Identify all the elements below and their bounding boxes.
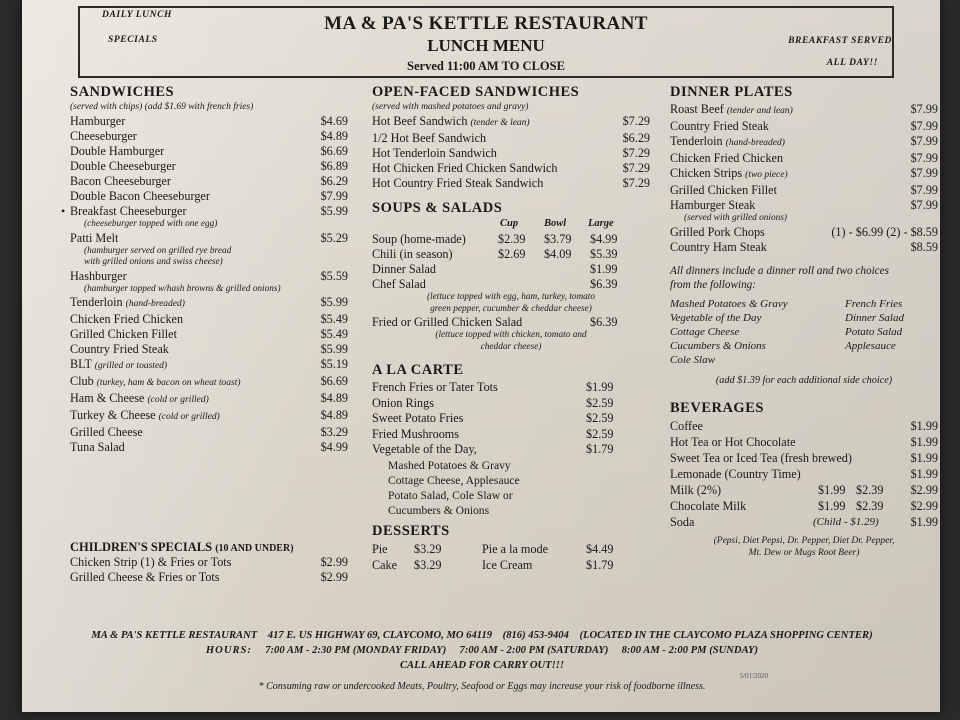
item-name: Vegetable of the Day, [372,442,477,456]
item-sub-note: (lettuce topped with egg, ham, turkey, tomato [426,292,596,302]
item-price: $7.29 [622,161,650,175]
side-choice-left: Cottage Cheese [670,325,740,338]
item-sub-option: Mashed Potatoes & Gravy [388,458,511,472]
item-price: $7.99 [910,102,938,116]
item-name: Onion Rings [372,395,434,410]
item-sub-note: (lettuce topped with chicken, tomato and [435,330,587,340]
item-price: $6.89 [320,159,348,173]
menu-item [372,411,650,427]
item-name: Cheeseburger [70,129,137,143]
item-name: Hot Country Fried Steak Sandwich [372,176,544,190]
soups-salads-title: SOUPS & SALADS [372,200,503,216]
daily-lunch-label: DAILY LUNCH [102,10,173,20]
item-name: Coffee [670,418,703,433]
item-price-bowl: $4.09 [544,247,572,261]
menu-item [70,357,348,374]
item-price-cup: $2.39 [498,232,526,246]
menu-item [372,396,650,412]
item-name: Grilled Pork Chops [670,224,765,239]
item-qualifier: (Country Time) [724,466,801,481]
item-name: Tenderloin [70,295,123,309]
hours-weekday: 7:00 AM - 2:30 PM (MONDAY FRIDAY) [265,645,447,656]
carry-out-line: CALL AHEAD FOR CARRY OUT!!! [399,660,565,671]
item-name: Cake [372,557,398,572]
item-qualifier: (tender & lean) [470,118,530,128]
menu-item [70,425,348,440]
item-price: $5.99 [320,342,348,356]
item-sub-note: cheddar cheese) [480,341,542,352]
menu-item [70,408,348,425]
item-sub-note: (hamburger served on grilled rye bread [84,245,232,256]
item-name: Lemonade [670,466,722,481]
menu-item [670,466,938,482]
soda-brands-note-line: Mt. Dew or Mugs Root Beer) [748,547,860,558]
item-name: Breakfast Cheeseburger [70,204,187,218]
item-price: $4.89 [320,129,348,143]
menu-item [372,277,650,292]
item-price: $7.99 [910,183,938,197]
item-name: Fried or Grilled Chicken Salad [372,315,523,329]
footer-restaurant-name: MA & PA'S KETTLE RESTAURANT [91,630,258,641]
item-qualifier: (hand-breaded) [725,138,785,148]
item-price-small: $1.99 [818,498,846,513]
item-price: $6.29 [622,131,650,145]
item-price: $1.99 [910,418,938,433]
item-name: Patti Melt [70,230,119,245]
menu-item [670,183,938,198]
dinner-sides-grid [670,297,938,367]
item-price: $1.99 [910,434,938,449]
open-faced-list [372,114,650,191]
menu-item [372,262,650,277]
item-price: $5.29 [320,230,348,245]
item-price: $7.99 [910,151,938,165]
item-price-bowl: $3.79 [544,232,572,246]
soups-salads-list [372,218,650,353]
item-price: $3.29 [414,557,442,572]
soda-brands-note [670,535,938,559]
menu-footer [62,628,902,694]
item-price: $6.29 [320,174,348,188]
menu-item [372,176,650,191]
footer-hours-line [62,643,902,658]
item-qualifier: (home-made) [400,232,466,246]
footer-address: 417 E. US HIGHWAY 69, CLAYCOMO, MO 64119 [267,630,493,641]
side-choice-right: Applesauce [845,339,896,352]
specials-label: SPECIALS [108,35,158,45]
menu-item [670,119,938,134]
open-faced-note: (served with mashed potatoes and gravy) [372,102,529,112]
menu-item [70,555,348,570]
item-price: $1.99 [586,380,614,394]
menu-item [70,342,348,357]
side-choice-left: Mashed Potatoes & Gravy [670,297,788,310]
menu-item [70,189,348,204]
column-cup: Cup [500,218,519,229]
item-qualifier: (turkey, ham & bacon on wheat toast) [96,378,241,388]
childrens-title-small: (10 AND UNDER) [215,543,294,554]
item-qualifier: (two piece) [745,170,788,180]
item-price: $2.59 [586,426,614,441]
menu-item [70,570,348,585]
menu-item [372,315,650,330]
item-name: Soup [372,232,398,246]
item-price: $4.69 [320,114,348,128]
item-price: $7.29 [622,176,650,190]
sandwiches-note: (served with chips) (add $1.69 with french fries) [70,102,254,112]
item-price: $6.69 [320,144,348,158]
menu-item [61,204,348,219]
item-name: Pie [372,541,388,556]
includes-note-line: All dinners include a dinner roll and two choices [670,264,889,277]
item-price: $5.59 [320,268,348,283]
includes-note-line: from the following: [670,278,756,291]
side-choice-left: Cucumbers & Onions [670,339,766,352]
item-qualifier: (fresh brewed) [780,450,852,465]
item-price-large: $1.99 [590,262,618,276]
item-name-secondary: Ice Cream [482,557,533,572]
item-name: Dinner Salad [372,262,436,276]
item-price-secondary: $4.49 [586,541,614,556]
item-price: $7.99 [910,119,938,133]
column-bowl: Bowl [544,218,567,229]
item-name: Hot Chicken Fried Chicken Sandwich [372,161,558,175]
item-name: Chicken Strips [670,166,743,180]
item-price: $2.59 [586,411,614,425]
side-choice-right: French Fries [845,297,903,310]
hours-sunday: 8:00 AM - 2:00 PM (SUNDAY) [621,645,759,656]
menu-item [70,174,348,189]
hours-saturday: 7:00 AM - 2:00 PM (SATURDAY) [459,645,609,656]
item-name: Chili [372,247,397,261]
menu-item [70,327,348,342]
menu-item [70,391,348,408]
item-price: $2.59 [586,395,614,410]
item-name: Chicken Fried Chicken [70,312,184,326]
menu-item [670,418,938,434]
date-stamp: 5/01/2020 [739,672,768,680]
column-middle [372,84,650,573]
menu-item [70,295,348,312]
item-price: $5.99 [320,204,348,218]
side-choice-row [670,325,938,339]
item-name-secondary: Pie a la mode [482,541,548,556]
a-la-carte-title: A LA CARTE [372,362,464,378]
item-name: Chef Salad [372,277,426,291]
menu-item [670,450,938,466]
menu-item [670,514,938,530]
item-name: Fried Mushrooms [372,426,460,441]
item-sub-note: green pepper, cucumber & cheddar cheese) [430,303,592,314]
menu-item [670,166,938,183]
menu-item [372,442,650,458]
item-price: $8.59 [910,239,938,254]
item-price: $7.29 [622,146,650,160]
item-name: Turkey & Cheese [70,408,156,422]
item-name: Sweet Tea or Iced Tea [670,450,778,465]
menu-item [372,146,650,161]
side-choice-left: Vegetable of the Day [670,311,762,324]
item-name: Roast Beef [670,102,724,116]
menu-item [670,225,938,240]
menu-item [70,231,348,246]
restaurant-title: MA & PA'S KETTLE RESTAURANT [324,13,648,34]
item-qualifier: (cold or grilled) [158,412,220,422]
extra-side-note: (add $1.39 for each additional side choice) [715,374,893,386]
menu-item [372,380,650,396]
hours-label: HOURS: [205,645,252,656]
menu-item [372,541,650,557]
menu-item [372,161,650,176]
childrens-specials-section [70,540,348,585]
item-price-cup: $2.69 [498,247,526,261]
item-qualifier: (hand-breaded) [125,299,185,309]
item-name: Soda [670,514,695,529]
item-name: Hashburger [70,268,127,283]
item-name: Sweet Potato Fries [372,411,464,425]
side-choice-row [670,311,938,325]
item-name: Hamburger Steak [670,198,756,212]
dinner-plates-title: DINNER PLATES [670,84,793,100]
item-sub-option: Cottage Cheese, Applesauce [388,473,520,487]
item-price-large: $4.99 [590,232,618,246]
item-sub-note: (cheeseburger topped with one egg) [84,219,218,229]
menu-item [372,247,650,262]
item-name: Grilled Cheese [70,425,143,439]
item-qualifier: (tender and lean) [726,106,793,116]
item-name: Milk (2%) [670,482,722,497]
item-price-secondary: $1.79 [586,557,614,572]
item-name: Hamburger [70,114,126,128]
item-sub-note: (served with grilled onions) [684,213,788,223]
item-price-large: $6.39 [590,277,618,291]
soups-columns-header [372,218,650,232]
item-name: Bacon Cheeseburger [70,174,171,188]
item-price: $2.99 [320,570,348,584]
menu-sheet [22,0,940,712]
menu-item [70,129,348,144]
beverages-list [670,418,938,530]
menu-item [670,482,938,498]
menu-item [372,557,650,573]
item-name: Double Hamburger [70,144,165,158]
item-price: $2.99 [320,555,348,569]
item-price-child: (Child - $1.29) [813,515,879,528]
menu-item [670,498,938,514]
menu-item [670,102,938,119]
item-price: $7.99 [320,189,348,203]
item-qualifier: (cold or grilled) [147,395,209,405]
item-name: Hot Tea or Hot Chocolate [670,434,796,449]
item-price: $1.99 [910,466,938,481]
desserts-title: DESSERTS [372,522,450,539]
item-price: $3.29 [320,425,348,439]
footer-location: (LOCATED IN THE CLAYCOMO PLAZA SHOPPING CENTER) [579,630,873,641]
item-price-medium: $2.39 [856,498,884,513]
item-sub-option: Potato Salad, Cole Slaw or [388,488,513,502]
item-price: $1.79 [586,442,614,456]
menu-item [70,440,348,455]
item-price-large: $6.39 [590,315,618,329]
menu-item [70,114,348,129]
item-name: Grilled Chicken Fillet [70,327,177,341]
item-name: Ham & Cheese [70,391,145,405]
item-price: $5.49 [320,327,348,341]
item-name: Hot Tenderloin Sandwich [372,146,497,160]
item-name: Grilled Cheese & Fries or Tots [70,570,220,584]
item-name: Tenderloin [670,134,723,148]
desserts-list [372,541,650,573]
menu-item [670,198,938,213]
item-price: $3.29 [414,541,442,556]
footer-phone: (816) 453-9404 [502,630,569,641]
item-price: $4.99 [320,440,348,454]
item-name: Hot Beef Sandwich [372,114,468,128]
item-name: Country Fried Steak [670,119,769,133]
item-name: Country Ham Steak [670,239,767,254]
item-name: Grilled Chicken Fillet [670,183,777,197]
side-choice-right: Potato Salad [845,325,903,338]
item-price: $5.49 [320,312,348,326]
side-choice-row [670,353,938,367]
menu-item [670,434,938,450]
item-price: $1.99 [910,514,938,529]
column-large: Large [588,218,614,229]
column-right [670,84,938,559]
item-price: (1) - $6.99 (2) - $8.59 [831,224,938,239]
item-name: French Fries or Tater Tots [372,380,498,394]
footer-disclaimer: * Consuming raw or undercooked Meats, Poultry, Seafood or Eggs may increase your risk of foodborne illness. [258,681,706,692]
breakfast-served-label: BREAKFAST SERVED [788,36,892,46]
side-choice-left: Cole Slaw [670,353,715,366]
childrens-title [70,540,348,555]
item-price: $7.99 [910,198,938,212]
item-sub-option: Cucumbers & Onions [388,503,490,517]
item-name: Chocolate Milk [670,498,747,513]
item-name: Chicken Fried Chicken [670,151,784,165]
item-price: $5.19 [320,357,348,371]
a-la-carte-list [372,380,650,518]
menu-item [372,114,650,131]
item-price: $7.99 [910,166,938,180]
menu-item [372,131,650,146]
menu-item [70,159,348,174]
childrens-title-text: CHILDREN'S SPECIALS [70,540,213,554]
item-price: $5.99 [320,295,348,309]
sandwiches-title: SANDWICHES [70,84,175,100]
sandwiches-list [61,114,348,455]
item-name: Tuna Salad [70,440,125,454]
item-sub-note: (hamburger topped w/hash browns & grilled onions) [84,283,281,294]
item-name: Chicken Strip (1) & Fries or Tots [70,555,232,569]
menu-item [670,151,938,166]
dinner-plates-list [670,102,938,255]
item-sub-note: with grilled onions and swiss cheese) [84,257,223,267]
item-name: 1/2 Hot Beef Sandwich [372,131,487,145]
item-price-large: $2.99 [910,498,938,513]
menu-item [70,269,348,284]
open-faced-title: OPEN-FACED SANDWICHES [372,84,580,100]
menu-header-box [78,6,894,78]
item-price: $6.69 [320,374,348,388]
menu-item [372,427,650,443]
item-price: $4.89 [320,408,348,422]
item-qualifier: (in season) [399,247,453,261]
side-choice-row [670,339,938,353]
item-price-large: $2.99 [910,482,938,497]
menu-item [70,144,348,159]
side-choice-right: Dinner Salad [845,311,904,324]
item-price-medium: $2.39 [856,482,884,497]
item-name: BLT [70,357,92,371]
beverages-title: BEVERAGES [670,399,764,416]
soda-brands-note-line: (Pepsi, Diet Pepsi, Dr. Pepper, Diet Dr. Pepper, [713,535,895,546]
item-price: $1.99 [910,450,938,465]
menu-item [70,312,348,327]
all-day-label: ALL DAY!! [826,58,878,68]
item-price-large: $5.39 [590,247,618,261]
served-hours: Served 11:00 AM TO CLOSE [407,59,565,73]
item-price: $7.29 [622,114,650,128]
menu-item [70,374,348,391]
item-name: Double Cheeseburger [70,159,176,173]
side-choice-row [670,297,938,311]
childrens-list [70,555,348,585]
dinner-includes-note [670,264,938,292]
item-price-small: $1.99 [818,482,846,497]
item-name: Country Fried Steak [70,342,169,356]
menu-item [372,232,650,247]
item-price: $7.99 [910,134,938,148]
bullet-icon: • [61,204,66,218]
item-price: $4.89 [320,391,348,405]
column-left [61,84,348,455]
footer-address-line [62,628,902,643]
menu-subtitle: LUNCH MENU [427,36,545,55]
menu-item [670,134,938,151]
item-name: Double Bacon Cheeseburger [70,189,210,203]
item-qualifier: (grilled or toasted) [94,361,168,371]
menu-item [670,240,938,255]
item-name: Club [70,374,94,388]
